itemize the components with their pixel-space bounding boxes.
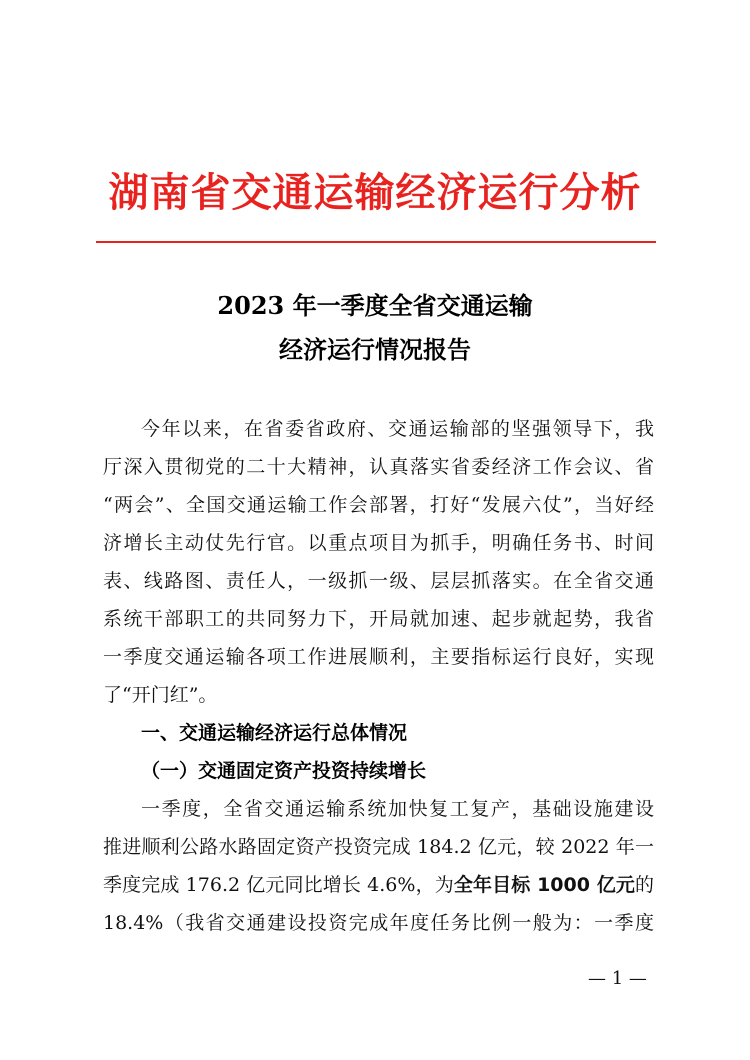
body-line: 18.4%（我省交通建设投资完成年度任务比例一般为：一季度 bbox=[103, 912, 654, 934]
section-heading: 一、交通运输经济运行总体情况 bbox=[141, 722, 408, 744]
report-title-line-1: 2023 年一季度全省交通运输 bbox=[217, 291, 533, 320]
body-line: 推进顺利公路水路固定资产投资完成 184.2 亿元，较 2022 年一 bbox=[103, 836, 654, 858]
subsection-heading: （一）交通固定资产投资持续增长 bbox=[141, 760, 427, 782]
intro-line: 表、线路图、责任人，一级抓一级、层层抓落实。在全省交通 bbox=[103, 570, 654, 592]
intro-line: 厅深入贯彻党的二十大精神，认真落实省委经济工作会议、省 bbox=[103, 456, 654, 478]
intro-line: 今年以来，在省委省政府、交通运输部的坚强领导下，我 bbox=[141, 418, 654, 440]
masthead-divider bbox=[96, 241, 656, 243]
body-text: 季度完成 176.2 亿元同比增长 4.6%，为 bbox=[103, 874, 454, 896]
body-text: 的 bbox=[634, 874, 654, 896]
intro-line: 一季度交通运输各项工作进展顺利，主要指标运行良好，实现 bbox=[103, 646, 654, 668]
body-line bbox=[103, 866, 654, 904]
body-line: 一季度，全省交通运输系统加快复工复产，基础设施建设 bbox=[141, 798, 654, 820]
page-number: — 1 — bbox=[588, 968, 647, 989]
intro-line: 了“开门红”。 bbox=[103, 684, 218, 706]
intro-line: 济增长主动仗先行官。以重点项目为抓手，明确任务书、时间 bbox=[103, 532, 654, 554]
intro-line: “两会”、全国交通运输工作会部署，打好“发展六仗”，当好经 bbox=[103, 494, 654, 516]
masthead-title: 湖南省交通运输经济运行分析 bbox=[108, 170, 642, 216]
highlighted-target: 全年目标 1000 亿元 bbox=[453, 874, 635, 896]
report-title-line-2: 经济运行情况报告 bbox=[279, 335, 471, 364]
intro-line: 系统干部职工的共同努力下，开局就加速、起步就起势，我省 bbox=[103, 608, 654, 630]
